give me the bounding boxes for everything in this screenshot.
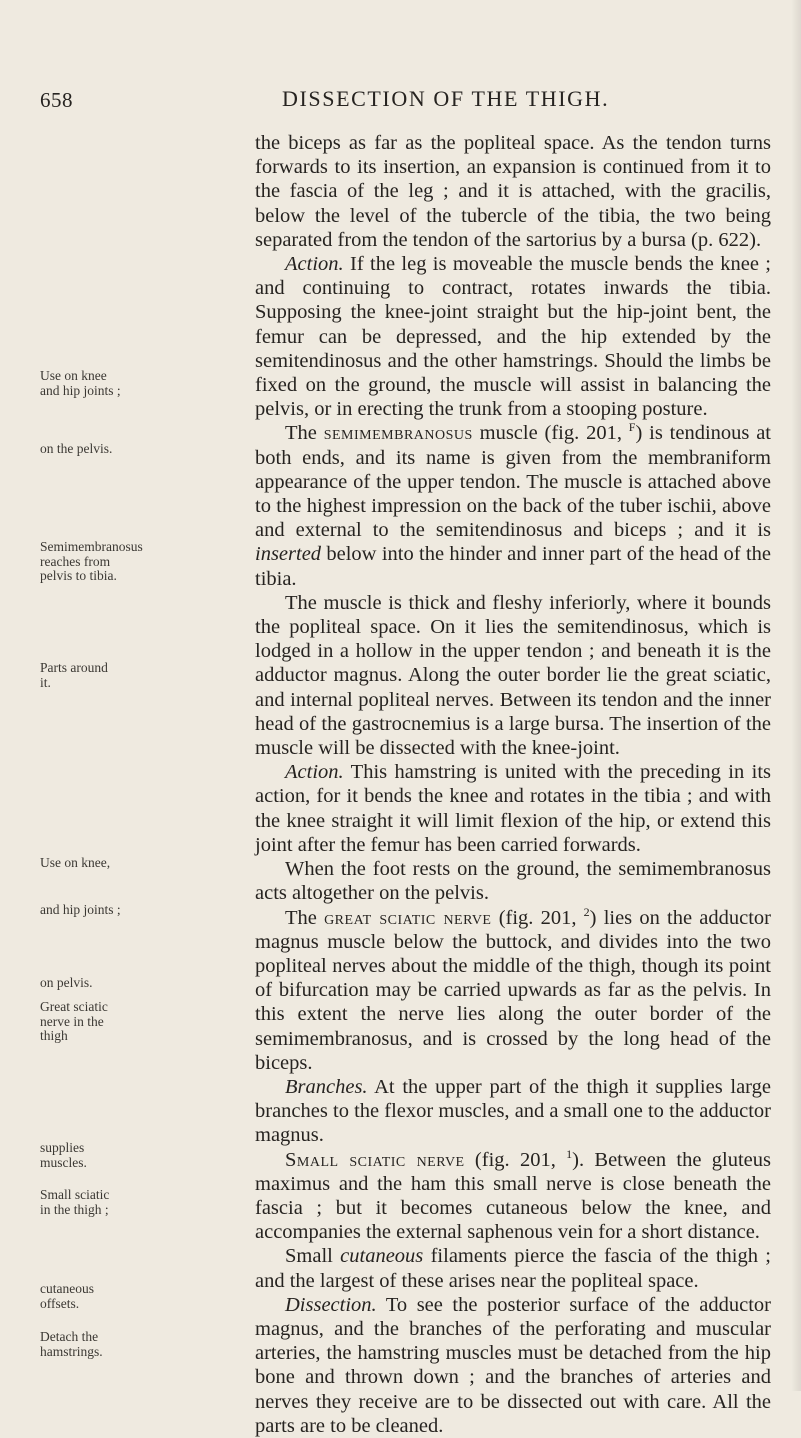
term: great sciatic nerve <box>324 906 492 929</box>
margin-note: cutaneous offsets. <box>40 1281 94 1311</box>
margin-note: Detach the hamstrings. <box>40 1329 103 1359</box>
margin-note: Great sciatic nerve in the thigh <box>40 999 108 1043</box>
paragraph: The muscle is thick and fleshy inferiorly, where it bounds the popliteal space. On it lies the semitendinosus, which is lodged in a hollow in the upper tendon ; and beneath it is the adductor magnus. Along the outer border lie the great sciatic, and internal popliteal nerves. Between its tendon and the inner head of the gastrocnemius is a large bursa. The insertion of the muscle will be dissected with the knee-joint. <box>255 591 771 760</box>
term: semimembranosus <box>323 422 473 445</box>
paragraph: Branches. At the upper part of the thigh it supplies large branches to the flexor muscles, and a small one to the adductor magnus. <box>255 1075 771 1147</box>
paragraph: Dissection. To see the posterior surface of the adductor magnus, and the branches of the perforating and muscular arteries, the hamstring muscles must be detached from the hip bone and thrown down ; and the branches of arteries and nerves they receive are to be dissected out with care. All the parts are to be cleaned. <box>255 1293 771 1437</box>
body-text <box>255 131 771 1438</box>
page-number: 658 <box>40 88 73 112</box>
margin-note: on the pelvis. <box>40 441 113 456</box>
paragraph: Small sciatic nerve (fig. 201, $^1$). Between the gluteus maximus and the ham this small nerve is close beneath the fascia ; but it becomes cutaneous below the knee, and accompanies the external saphenous vein for a short distance. <box>255 1146 771 1244</box>
margin-note: supplies muscles. <box>40 1140 87 1170</box>
margin-note: Use on knee and hip joints ; <box>40 368 121 398</box>
term: Small sciatic nerve <box>285 1148 465 1171</box>
paragraph: Action. If the leg is moveable the muscle bends the knee ; and continuing to contract, rotates inwards the tibia. Supposing the knee-joint straight but the hip-joint bent, the femur can be depressed, and the hip extended by the semitendinosus and the other hamstrings. Should the limbs be fixed on the ground, the muscle will assist in balancing the pelvis, or in erecting the trunk from a stooping posture. <box>255 253 771 421</box>
paragraph: Small cutaneous filaments pierce the fascia of the thigh ; and the largest of these arises near the popliteal space. <box>255 1245 771 1292</box>
paragraph: The great sciatic nerve (fig. 201, $^2$) lies on the adductor magnus muscle below the buttock, and divides into the two popliteal nerves about the middle of the thigh, though its point of bifurcation may be carried upwards as far as the pelvis. In this extent the nerve lies along the outer border of the semimembranosus, and is crossed by the long head of the biceps. <box>255 904 771 1074</box>
paragraph: The semimembranosus muscle (fig. 201, $^F$) is tendinous at both ends, and its name is given from the membraniform appearance of the upper tendon. The muscle is attached above to the highest impression on the back of the tuber ischii, above and external to the semitendinosus and biceps ; and it is inserted below into the hinder and inner part of the head of the tibia. <box>255 420 771 590</box>
margin-note: Parts around it. <box>40 660 108 690</box>
running-head: DISSECTION OF THE THIGH. <box>282 86 610 111</box>
paragraph: the biceps as far as the popliteal space. As the tendon turns forwards to its insertion, an expansion is continued from it to the fascia of the leg ; and it is attached, with the gracilis, below the level of the tubercle of the tibia, the two being separated from the tendon of the sartorius by a bursa (p. 622). <box>255 132 771 251</box>
margin-note: Small sciatic in the thigh ; <box>40 1187 110 1217</box>
margin-note: Semimembranosus reaches from pelvis to tibia. <box>40 539 143 583</box>
page-edge-shadow <box>791 0 801 1391</box>
margin-note: and hip joints ; <box>40 902 121 917</box>
margin-note: Use on knee, <box>40 855 111 870</box>
paragraph: Action. This hamstring is united with the preceding in its action, for it bends the knee and rotates in the tibia ; and with the knee straight it will limit flexion of the hip, or extend this joint after the femur has been carried forwards. <box>255 761 771 856</box>
margin-note: on pelvis. <box>40 975 93 990</box>
paragraph: When the foot rests on the ground, the semimembranosus acts altogether on the pelvis. <box>255 858 771 905</box>
